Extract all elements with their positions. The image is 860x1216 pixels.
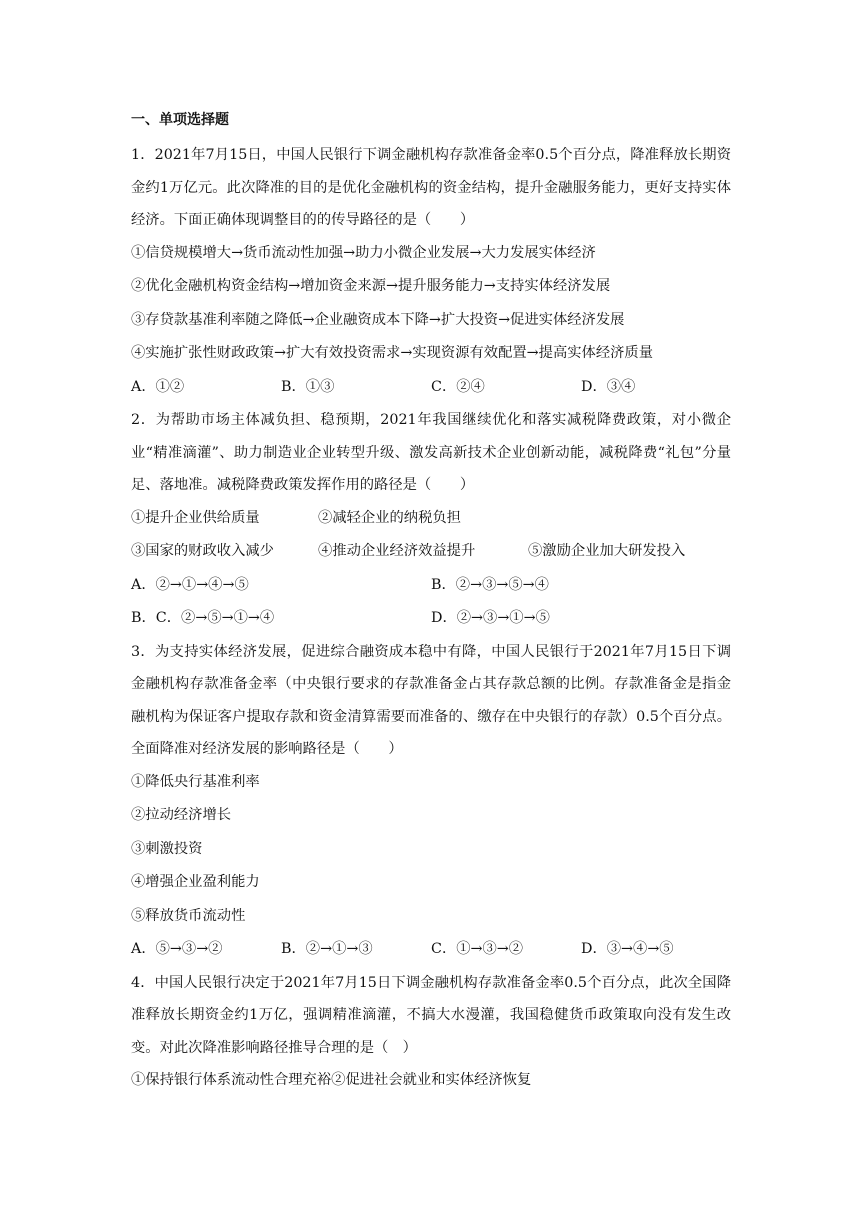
statement-item: ①降低央行基准利率 bbox=[131, 773, 260, 790]
option-b[interactable]: B．②→③→⑤→④ bbox=[431, 576, 549, 593]
option-d[interactable]: D．②→③→①→⑤ bbox=[431, 610, 550, 626]
statement-item: ③刺激投资 bbox=[131, 840, 203, 857]
question-stem: 2．为帮助市场主体减负担、稳预期，2021年我国继续优化和落实减税降费政策，对小微企业“精准滴灌”、助力制造业企业转型升级、激发高新技术企业创新动能，减税降费“礼包”分量足、落地准。减税降费政策发挥作用的路径是（ ） bbox=[131, 412, 731, 493]
answer-options bbox=[131, 371, 731, 405]
option-c[interactable]: C．②④ bbox=[431, 378, 485, 395]
question-2 bbox=[131, 404, 731, 636]
answer-options bbox=[131, 569, 731, 636]
statement-item: ②优化金融机构资金结构→增加资金来源→提升服务能力→支持实体经济发展 bbox=[131, 278, 611, 294]
question-1 bbox=[131, 139, 731, 404]
statement-row bbox=[131, 502, 731, 536]
question-stem: 4．中国人民银行决定于2021年7月15日下调金融机构存款准备金率0.5个百分点，此次全国降准释放长期资金约1万亿，强调精准滴灌，不搞大水漫灌，我国稳健货币政策取向没有发生改变。对此次降准影响路径推导合理的是（ ） bbox=[131, 974, 731, 1056]
question-stem: 1．2021年7月15日，中国人民银行下调金融机构存款准备金率0.5个百分点，降准释放长期资金约1万亿元。此次降准的目的是优化金融机构的资金结构，提升金融服务能力，更好支持实体经济。下面正确体现调整目的的传导路径的是（ ） bbox=[131, 147, 731, 228]
statement-item: ③存贷款基准利率随之降低→企业融资成本下降→扩大投资→促进实体经济发展 bbox=[131, 311, 625, 328]
statement-item: ④推动企业经济效益提升 bbox=[318, 543, 476, 559]
option-d[interactable]: D．③④ bbox=[581, 378, 636, 395]
statement-item: ①保持银行体系流动性合理充裕②促进社会就业和实体经济恢复 bbox=[131, 1072, 532, 1088]
question-content bbox=[131, 110, 731, 1098]
section-title: 一、单项选择题 bbox=[131, 112, 229, 128]
option-d[interactable]: D．③→④→⑤ bbox=[581, 941, 674, 957]
statement-item: ①提升企业供给质量 bbox=[131, 509, 260, 526]
answer-options bbox=[131, 933, 731, 967]
statement-item: ②减轻企业的纳税负担 bbox=[318, 509, 461, 526]
option-a[interactable]: A．⑤→③→② bbox=[131, 941, 223, 957]
question-3 bbox=[131, 636, 731, 967]
option-b[interactable]: B．②→①→③ bbox=[281, 941, 373, 957]
statement-item: ④增强企业盈利能力 bbox=[131, 874, 260, 890]
option-a[interactable]: A．①② bbox=[131, 378, 185, 395]
statement-item: ②拉动经济增长 bbox=[131, 807, 232, 823]
option-c[interactable]: B．C．②→⑤→①→④ bbox=[131, 610, 275, 626]
question-stem: 3．为支持实体经济发展，促进综合融资成本稳中有降，中国人民银行于2021年7月15日下调金融机构存款准备金率（中央银行要求的存款准备金占其存款总额的比例。存款准备金是指金融机构为保证客户提取存款和资金清算需要而准备的、缴存在中央银行的存款）0.5个百分点。全面降准对经济发展的影响路径是（ ） bbox=[131, 643, 731, 757]
option-c[interactable]: C．①→③→② bbox=[431, 941, 524, 957]
option-b[interactable]: B．①③ bbox=[281, 378, 335, 395]
statement-row bbox=[131, 535, 731, 569]
option-a[interactable]: A．②→①→④→⑤ bbox=[131, 576, 249, 593]
statement-item: ⑤释放货币流动性 bbox=[131, 907, 246, 924]
statement-item: ⑤激励企业加大研发投入 bbox=[528, 543, 686, 559]
statement-item: ①信贷规模增大→货币流动性加强→助力小微企业发展→大力发展实体经济 bbox=[131, 244, 596, 261]
statement-item: ④实施扩张性财政政策→扩大有效投资需求→实现资源有效配置→提高实体经济质量 bbox=[131, 345, 654, 361]
question-4 bbox=[131, 967, 731, 1098]
statement-item: ③国家的财政收入减少 bbox=[131, 543, 274, 559]
